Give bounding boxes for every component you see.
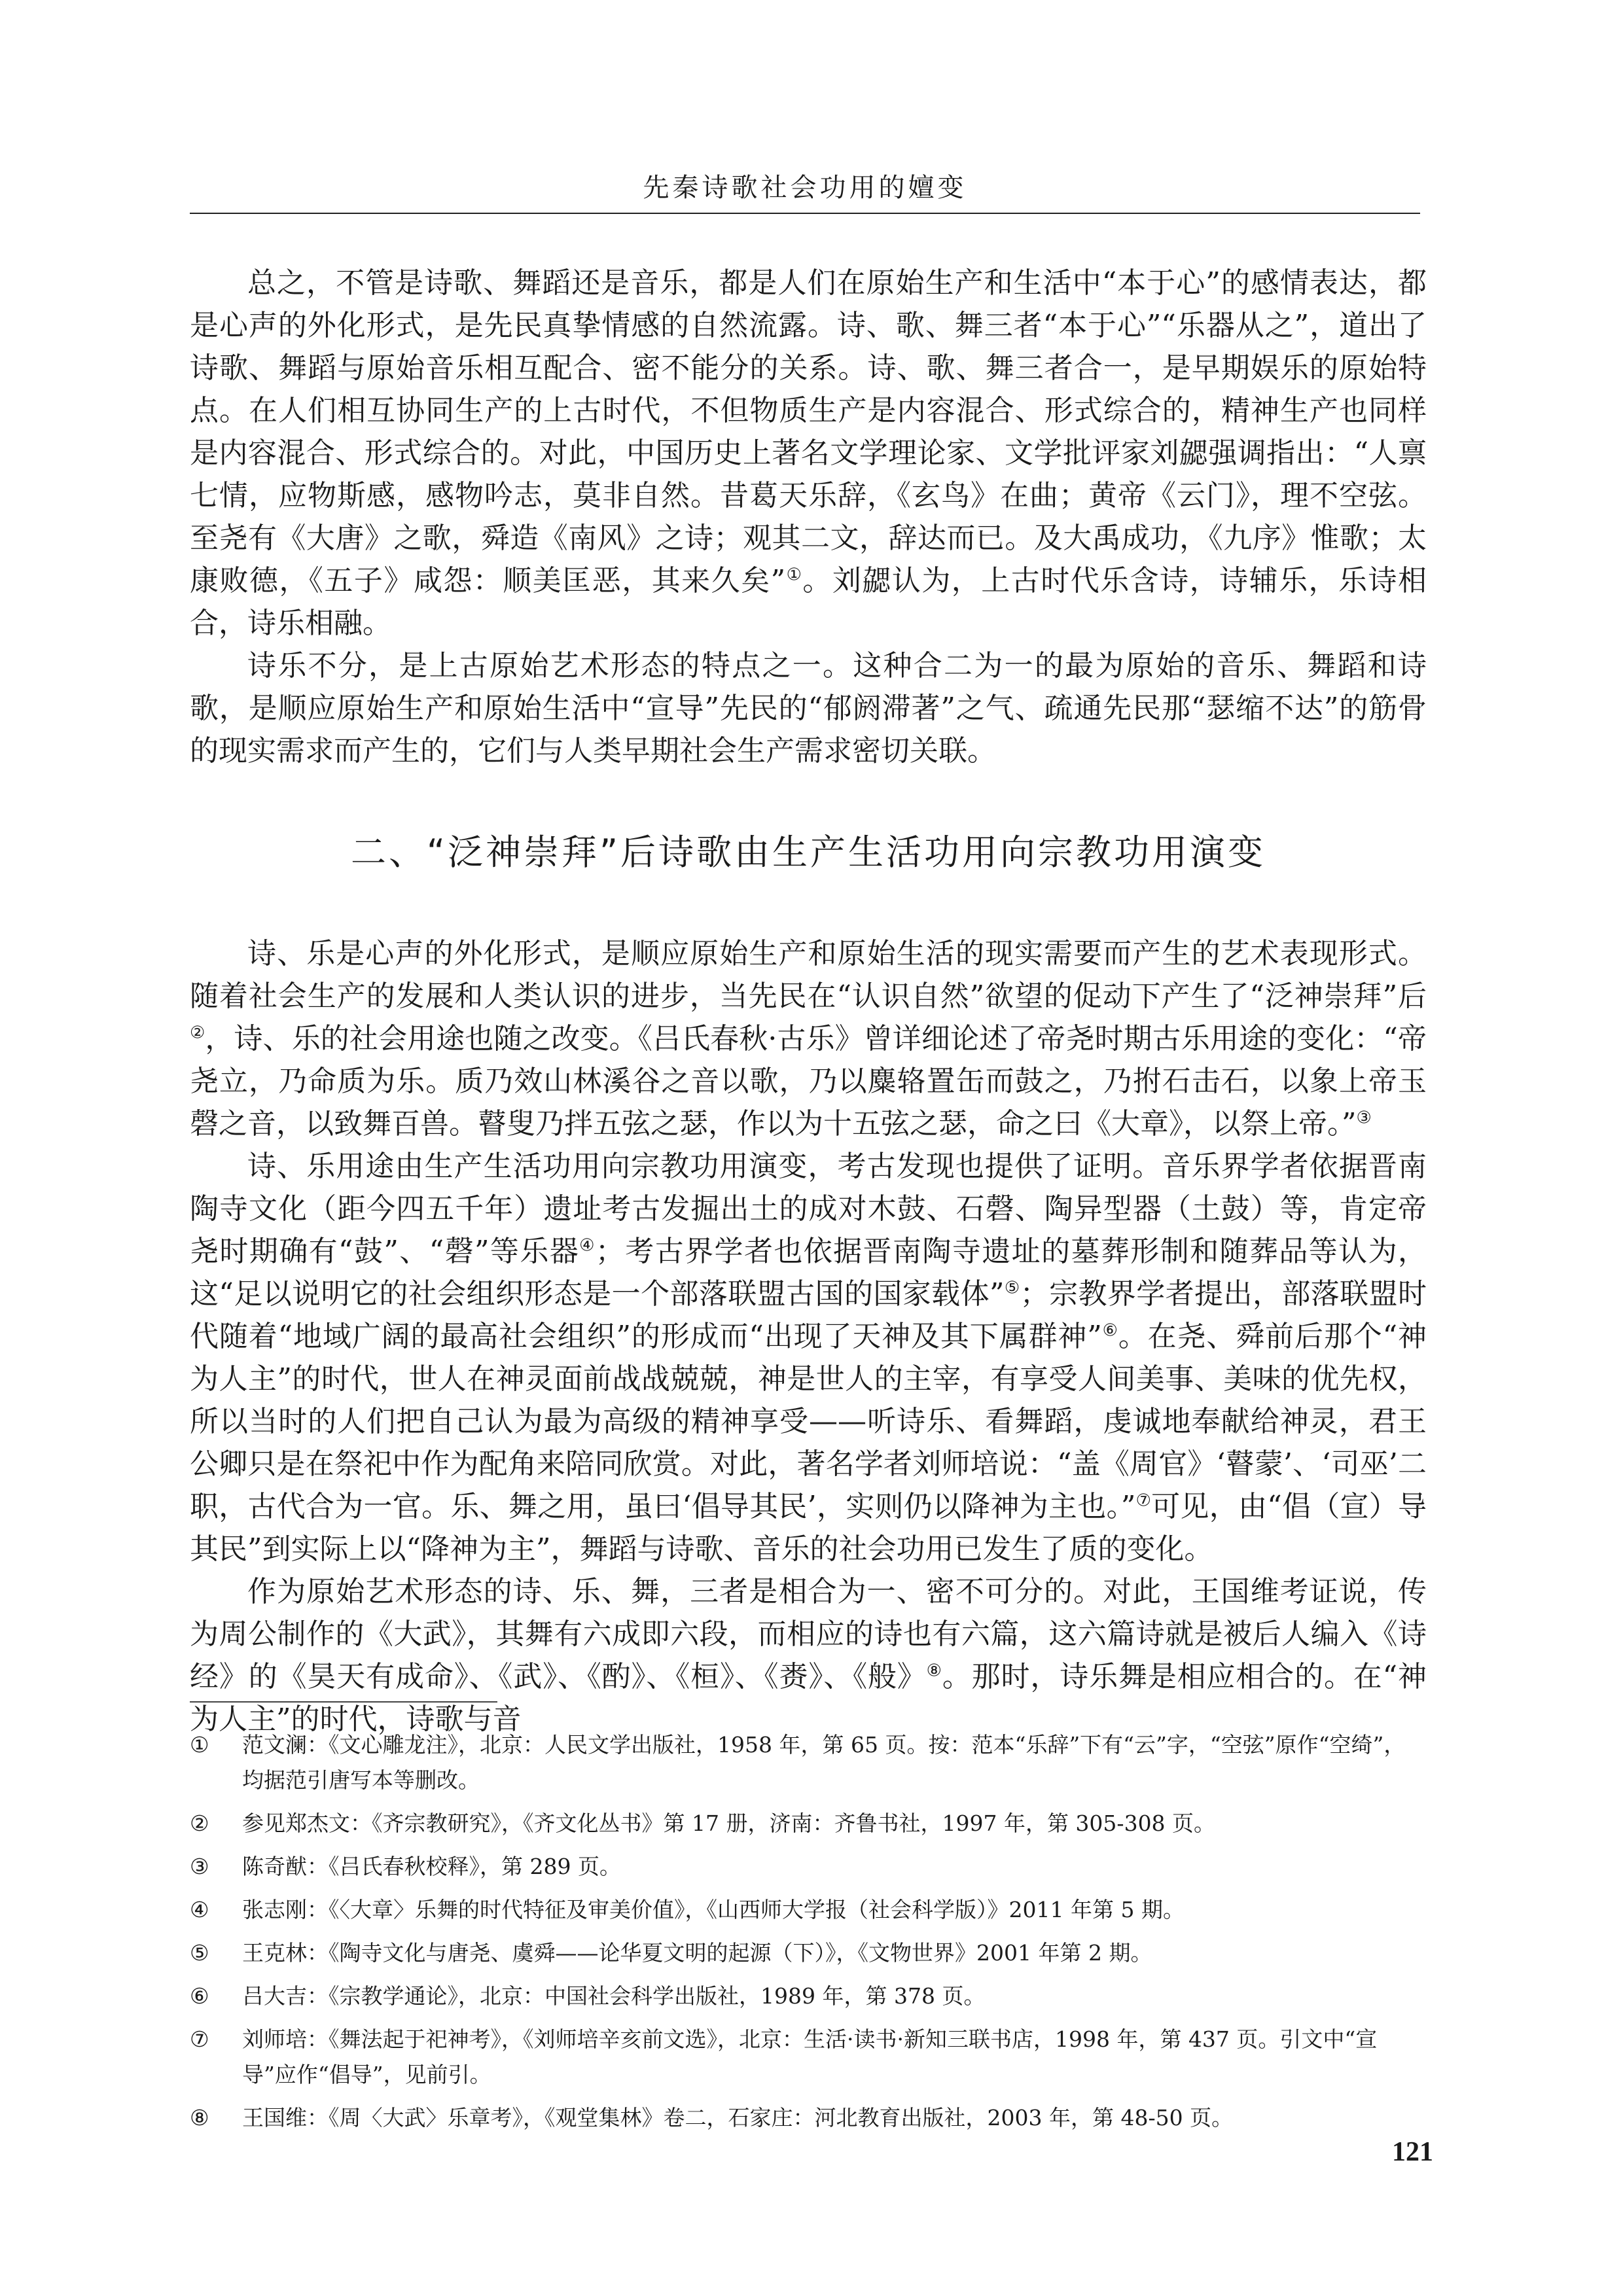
footnote-text: 刘师培：《舞法起于祀神考》，《刘师培辛亥前文选》，北京：生活·读书·新知三联书店，1998 年，第 437 页。引文中“宣导”应作“倡导”，见前引。 — [242, 2026, 1378, 2087]
footnote-ref[interactable]: ⑦ — [1135, 1491, 1152, 1511]
header-rule — [190, 213, 1420, 214]
footnote-text: 范文澜：《文心雕龙注》，北京：人民文学出版社，1958 年，第 65 页。按：范本“乐辞”下有“云”字，“空弦”原作“空绮”，均据范引唐写本等删改。 — [242, 1732, 1406, 1793]
footnote-text: 张志刚：《〈大章〉乐舞的时代特征及审美价值》，《山西师大学报（社会科学版）》2011 年第 5 期。 — [242, 1897, 1185, 1922]
running-header: 先秦诗歌社会功用的嬗变 — [643, 173, 967, 203]
paragraph — [190, 262, 1427, 645]
footnotes — [190, 1727, 1427, 2144]
paragraph-text: 诗乐不分，是上古原始艺术形态的特点之一。这种合二为一的最为原始的音乐、舞蹈和诗歌，是顺应原始生产和原始生活中“宣导”先民的“郁阏滞著”之气、疏通先民那“瑟缩不达”的筋骨的现实需求而产生的，它们与人类早期社会生产需求密切关联。 — [190, 649, 1427, 768]
footnote-text: 王国维：《周〈大武〉乐章考》，《观堂集林》卷二，石家庄：河北教育出版社，2003 年，第 48-50 页。 — [242, 2105, 1234, 2130]
footnote-ref[interactable]: ⑤ — [1004, 1278, 1020, 1298]
footnote-text: 王克林：《陶寺文化与唐尧、虞舜——论华夏文明的起源（下）》，《文物世界》2001 年第 2 期。 — [242, 1940, 1152, 1966]
paragraph — [190, 1570, 1427, 1740]
footnote-number: ① — [190, 1732, 209, 1757]
footnote-ref[interactable]: ① — [785, 565, 803, 585]
footnote-number: ④ — [190, 1897, 209, 1922]
footnote-text: 参见郑杰文：《齐宗教研究》，《齐文化丛书》第 17 册，济南：齐鲁书社，1997 年，第 305-308 页。 — [242, 1810, 1216, 1836]
footnote — [190, 2100, 1427, 2136]
paragraph-text: 诗、乐是心声的外化形式，是顺应原始生产和原始生活的现实需要而产生的艺术表现形式。随着社会生产的发展和人类认识的进步，当先民在“认识自然”欲望的促动下产生了“泛神崇拜”后 — [190, 937, 1427, 1013]
footnote — [190, 2022, 1427, 2093]
paragraph-text: 可见，由“倡（宣）导其民”到实际上以“降神为主”，舞蹈与诗歌、音乐的社会功用已发生了质的变化。 — [190, 1490, 1427, 1566]
footnote — [190, 1806, 1427, 1841]
footnote-number: ⑧ — [190, 2105, 209, 2130]
paragraph — [190, 645, 1427, 772]
footnote-text: 陈奇猷：《吕氏春秋校释》，第 289 页。 — [242, 1854, 621, 1879]
paragraph-text: 作为原始艺术形态的诗、乐、舞，三者是相合为一、密不可分的。对此，王国维考证说，传为周公制作的《大武》，其舞有六成即六段，而相应的诗也有六篇，这六篇诗就是被后人编入《诗经》的《昊天有成命》、《武》、《酌》、《桓》、《赉》、《般》 — [190, 1575, 1427, 1693]
footnote-ref[interactable]: ④ — [579, 1235, 596, 1256]
footnote — [190, 1892, 1427, 1928]
paragraph-text: 诗、乐用途由生产生活功用向宗教功用演变，考古发现也提供了证明。音乐界学者依据晋南陶寺文化（距今四五千年）遗址考古发掘出土的成对木鼓、石磬、陶异型器（土鼓）等，肯定帝尧时期确有“鼓”、“磬”等乐器 — [190, 1150, 1427, 1268]
paragraph — [190, 1145, 1427, 1570]
footnote — [190, 1979, 1427, 2014]
footnote-ref[interactable]: ⑥ — [1101, 1320, 1118, 1341]
paragraph — [190, 932, 1427, 1145]
page-number: 121 — [1392, 2137, 1433, 2167]
paragraph-text: ；宗教界学者提出，部落联盟时代随着“地域广阔的最高社会组织”的形成而“出现了天神及其下属群神” — [190, 1277, 1427, 1353]
footnote — [190, 1849, 1427, 1884]
paragraph-text: ；考古界学者也依据晋南陶寺遗址的墓葬形制和随葬品等认为，这“足以说明它的社会组织形态是一个部落联盟古国的国家载体” — [190, 1235, 1427, 1311]
paragraph-text: 。刘勰认为，上古时代乐含诗，诗辅乐，乐诗相合，诗乐相融。 — [190, 564, 1427, 640]
footnote-number: ② — [190, 1810, 209, 1836]
footnote-ref[interactable]: ⑧ — [926, 1661, 942, 1681]
footnote-rule — [190, 1701, 497, 1703]
footnote-text: 吕大吉：《宗教学通论》，北京：中国社会科学出版社，1989 年，第 378 页。 — [242, 1983, 986, 2009]
footnote-ref[interactable]: ② — [190, 1023, 205, 1043]
main-text — [190, 262, 1427, 1740]
footnote-ref[interactable]: ③ — [1356, 1108, 1372, 1128]
footnote — [190, 1935, 1427, 1971]
paragraph-text: ，诗、乐的社会用途也随之改变。《吕氏春秋·古乐》曾详细论述了帝尧时期古乐用途的变化：“帝尧立，乃命质为乐。质乃效山林溪谷之音以歌，乃以麋辂置缶而鼓之，乃拊石击石，以象上帝玉磬之音，以致舞百兽。瞽叟乃拌五弦之瑟，作以为十五弦之瑟，命之曰《大章》，以祭上帝。” — [190, 1022, 1427, 1140]
footnote-number: ⑥ — [190, 1983, 209, 2009]
footnote-number: ③ — [190, 1854, 209, 1879]
footnote-number: ⑦ — [190, 2026, 209, 2052]
section-heading: 二、“泛神崇拜”后诗歌由生产生活功用向宗教功用演变 — [351, 832, 1266, 873]
footnote — [190, 1727, 1427, 1798]
paragraph-text: 。那时，诗乐舞是相应相合的。在“神为人主”的时代，诗歌与音 — [190, 1660, 1427, 1736]
paragraph-text: 。在尧、舜前后那个“神为人主”的时代，世人在神灵面前战战兢兢，神是世人的主宰，有享受人间美事、美味的优先权，所以当时的人们把自己认为最为高级的精神享受——听诗乐、看舞蹈，虔诚地奉献给神灵，君王公卿只是在祭祀中作为配角来陪同欣赏。对此，著名学者刘师培说：“盖《周官》‘瞽蒙’、‘司巫’二职，古代合为一官。乐、舞之用，虽曰‘倡导其民’，实则仍以降神为主也。” — [190, 1320, 1427, 1523]
footnote-number: ⑤ — [190, 1940, 209, 1966]
paragraph-text: 总之，不管是诗歌、舞蹈还是音乐，都是人们在原始生产和生活中“本于心”的感情表达，都是心声的外化形式，是先民真挚情感的自然流露。诗、歌、舞三者“本于心”“乐器从之”，道出了诗歌、舞蹈与原始音乐相互配合、密不能分的关系。诗、歌、舞三者合一，是早期娱乐的原始特点。在人们相互协同生产的上古时代，不但物质生产是内容混合、形式综合的，精神生产也同样是内容混合、形式综合的。对此，中国历史上著名文学理论家、文学批评家刘勰强调指出：“人禀七情，应物斯感，感物吟志，莫非自然。昔葛天乐辞，《玄鸟》在曲；黄帝《云门》，理不空弦。至尧有《大唐》之歌，舜造《南风》之诗；观其二文，辞达而已。及大禹成功，《九序》惟歌；太康败德，《五子》咸怨：顺美匡恶，其来久矣” — [190, 266, 1427, 597]
